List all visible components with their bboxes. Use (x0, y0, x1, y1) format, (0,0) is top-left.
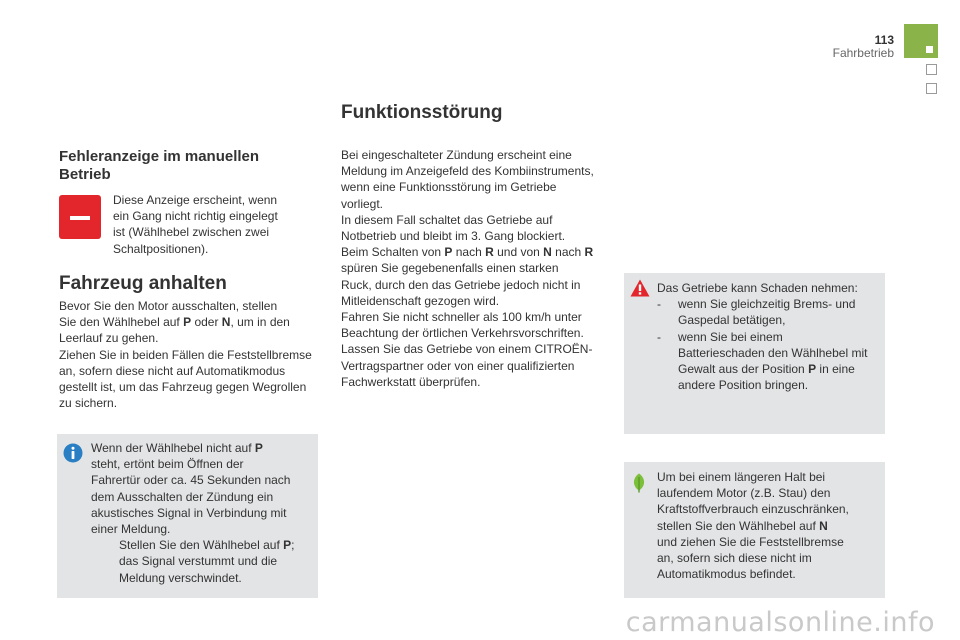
info-list-item: Stellen Sie den Wählhebel auf P; das Signal verstummt und die Meldung verschwindet. (91, 537, 311, 586)
info-icon (63, 443, 83, 463)
warning-list-item: - wenn Sie bei einem Batterieschaden den Wählhebel mit Gewalt aus der Position P in eine andere Position bringen. (657, 329, 868, 393)
chapter-tab-active (904, 24, 938, 58)
fault-section-title: Fehleranzeige im manuellen Betrieb (59, 148, 260, 183)
gearbox-fault-warning-icon (59, 195, 101, 239)
watermark: carmanualsonline.info (625, 607, 935, 638)
warning-icon (630, 279, 650, 297)
warning-text: Das Getriebe kann Schaden nehmen: - wenn Sie gleichzeitig Brems- und Gaspedal betätigen, - wenn Sie bei einem Batterieschaden den Wählhebel mit Gewalt aus der Position P in eine andere Position bringen. (657, 280, 882, 393)
malfunction-description: Bei eingeschalteter Zündung erscheint eine Meldung im Anzeigefeld des Kombiinstruments, wenn eine Funktionsstörung im Getriebe vorliegt. In diesem Fall schaltet das Getriebe auf Notbetrieb und bleibt im 3. Gang blockiert. Beim Schalten von P nach R und von N nach R spüren Sie gegebenenfalls einen starken Ruck, durch den das Getriebe jedoch nicht in Mitleidenschaft gezogen wird. Fahren Sie nicht schneller als 100 km/h unter Beachtung der örtlichen Verkehrsvorschriften. Lassen Sie das Getriebe von einem CITROËN- Vertragspartner oder von einer qualifizierten Fachwerkstatt überprüfen. (341, 148, 594, 389)
info-text: Wenn der Wählhebel nicht auf P steht, ertönt beim Öffnen der Fahrertür oder ca. 45 Sekunden nach dem Ausschalten der Zündung ein akustisches Signal in Verbindung mit einer Meldung. Stellen Sie den Wählhebel auf P; das Signal verstummt und die Meldung verschwindet. (91, 440, 311, 586)
tab-marker-icon (926, 46, 933, 53)
warning-list-item: - wenn Sie gleichzeitig Brems- und Gaspedal betätigen, (657, 297, 856, 328)
chapter-title: Fahrbetrieb (832, 46, 894, 60)
eco-leaf-icon (630, 473, 648, 493)
fault-description: Diese Anzeige erscheint, wenn ein Gang nicht richtig eingelegt ist (Wählhebel zwischen zwei Schaltpositionen). (113, 193, 278, 256)
page-number: 113 (874, 33, 894, 47)
malfunction-section-title: Funktionsstörung (341, 102, 503, 123)
stop-description: Bevor Sie den Motor ausschalten, stellen Sie den Wählhebel auf P oder N, um in den Leerlauf zu gehen. Ziehen Sie in beiden Fällen die Feststellbremse an, sofern diese nicht auf Automatikmodus gestellt ist, um das Fahrzeug gegen Wegrollen zu sichern. (59, 299, 312, 411)
chapter-tab-empty-2 (926, 83, 937, 94)
action-bullet-icon (91, 537, 119, 586)
eco-tip-text: Um bei einem längeren Halt bei laufendem Motor (z.B. Stau) den Kraftstoffverbrauch einzuschränken, stellen Sie den Wählhebel auf N und ziehen Sie die Feststellbremse an, sofern sich diese nicht im Automatikmodus befindet. (657, 470, 849, 582)
chapter-tab-empty-1 (926, 64, 937, 75)
stop-section-title: Fahrzeug anhalten (59, 273, 227, 294)
